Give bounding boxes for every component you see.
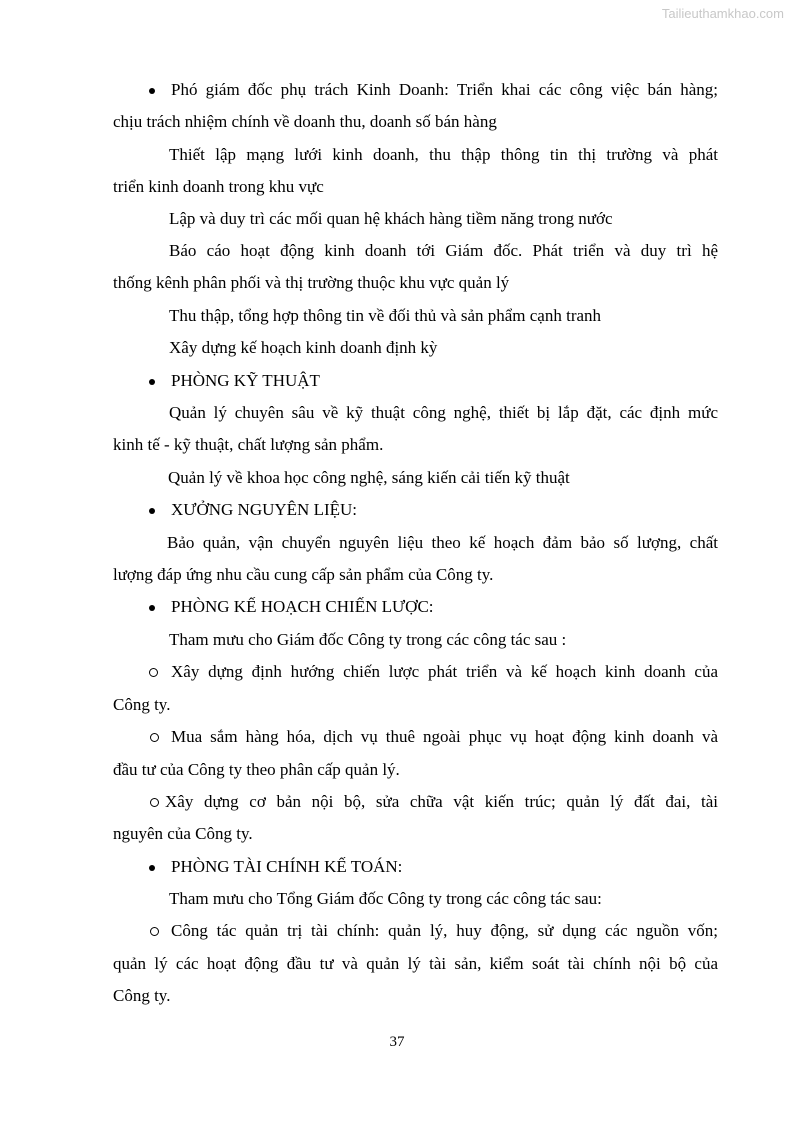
- paragraph-line: Thu thập, tổng hợp thông tin về đối thủ và sản phẩm cạnh tranh: [169, 306, 602, 325]
- paragraph-line: kinh tế - kỹ thuật, chất lượng sản phẩm.: [113, 435, 384, 454]
- section-heading: XƯỞNG NGUYÊN LIỆU:: [113, 500, 776, 520]
- watermark: Tailieuthamkhao.com: [661, 6, 784, 21]
- page-number: 37: [389, 1034, 405, 1050]
- paragraph-line: nguyên của Công ty.: [113, 824, 253, 843]
- paragraph-line: thống kênh phân phối và thị trường thuộc khu vực quản lý: [113, 273, 510, 292]
- section-heading: PHÒNG KẾ HOẠCH CHIẾN LƯỢC:: [113, 597, 776, 617]
- paragraph-line: chịu trách nhiệm chính về doanh thu, doanh số bán hàng: [113, 112, 497, 131]
- paragraph-line: Báo cáo hoạt động kinh doanh tới Giám đốc. Phát triển và duy trì hệ: [169, 241, 718, 260]
- section-heading: PHÒNG TÀI CHÍNH KẾ TOÁN:: [113, 857, 776, 877]
- paragraph-line: Quản lý về khoa học công nghệ, sáng kiến cải tiến kỹ thuật: [168, 468, 570, 487]
- paragraph-line: quản lý các hoạt động đầu tư và quản lý tài sản, kiểm soát tài chính nội bộ của: [113, 954, 718, 973]
- paragraph-line: Bảo quản, vận chuyển nguyên liệu theo kế hoạch đảm bảo số lượng, chất: [167, 533, 718, 552]
- paragraph-line: Công ty.: [113, 986, 171, 1005]
- paragraph-line: lượng đáp ứng nhu cầu cung cấp sản phẩm của Công ty.: [113, 565, 494, 584]
- circle-bullet-line: Mua sắm hàng hóa, dịch vụ thuê ngoài phục vụ hoạt động kinh doanh và: [113, 727, 718, 747]
- paragraph-line: đầu tư của Công ty theo phân cấp quản lý.: [113, 760, 400, 779]
- bullet-paragraph-line: Phó giám đốc phụ trách Kinh Doanh: Triển khai các công việc bán hàng;: [113, 80, 718, 100]
- paragraph-line: Quản lý chuyên sâu về kỹ thuật công nghệ, thiết bị lắp đặt, các định mức: [169, 403, 718, 422]
- circle-bullet-line: Công tác quản trị tài chính: quản lý, huy động, sử dụng các nguồn vốn;: [113, 921, 718, 941]
- circle-bullet-line: Xây dựng cơ bản nội bộ, sửa chữa vật kiến trúc; quản lý đất đai, tài: [113, 792, 718, 812]
- paragraph-line: Xây dựng kế hoạch kinh doanh định kỳ: [169, 338, 438, 357]
- paragraph-line: Thiết lập mạng lưới kinh doanh, thu thập thông tin thị trường và phát: [169, 145, 718, 164]
- paragraph-line: Tham mưu cho Giám đốc Công ty trong các công tác sau :: [169, 630, 567, 649]
- circle-bullet-line: Xây dựng định hướng chiến lược phát triển và kế hoạch kinh doanh của: [113, 662, 718, 682]
- paragraph-line: triển kinh doanh trong khu vực: [113, 177, 324, 196]
- paragraph-line: Tham mưu cho Tổng Giám đốc Công ty trong các công tác sau:: [169, 889, 602, 908]
- paragraph-line: Lập và duy trì các mối quan hệ khách hàng tiềm năng trong nước: [169, 209, 613, 228]
- section-heading: PHÒNG KỸ THUẬT: [113, 371, 776, 391]
- paragraph-line: Công ty.: [113, 695, 171, 714]
